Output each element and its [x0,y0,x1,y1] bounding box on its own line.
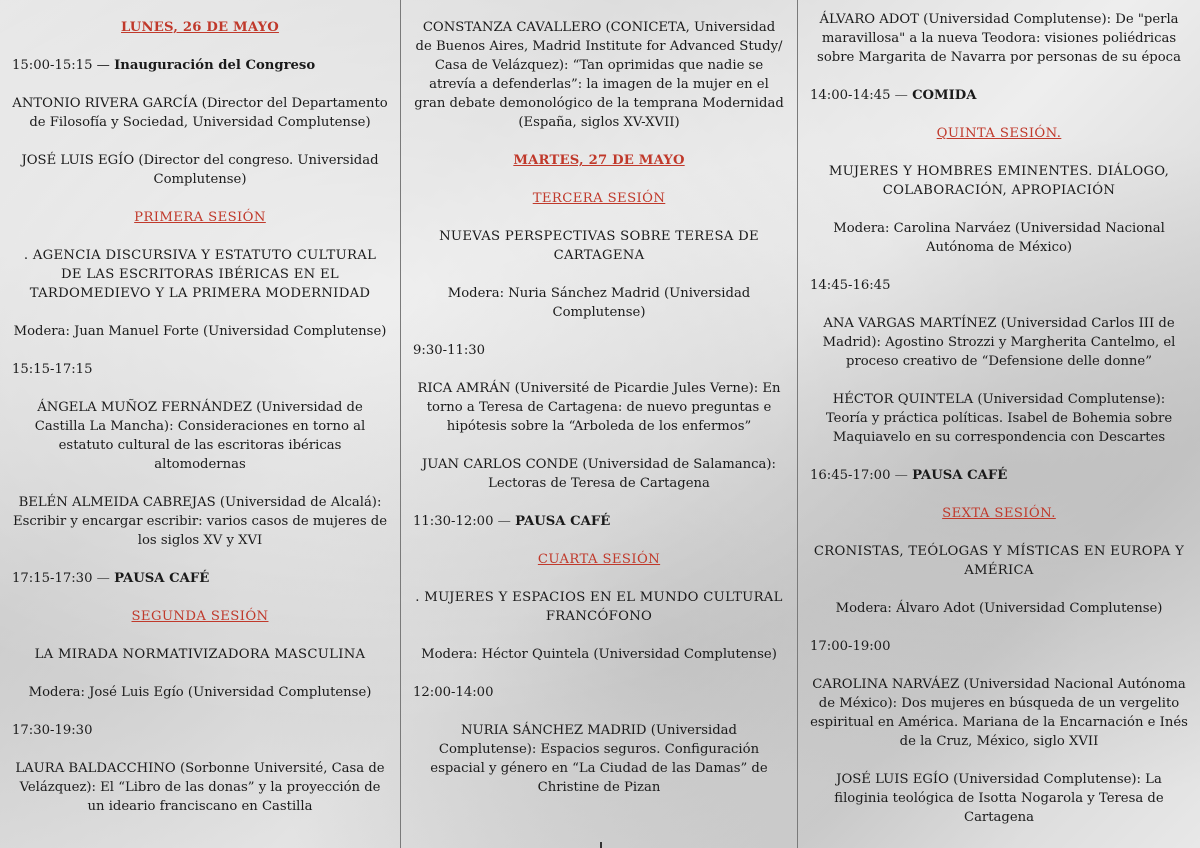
session-heading-5: QUINTA SESIÓN. [936,126,1062,141]
speaker-name: RICA AMRÁN [417,381,511,396]
talk-entry [12,398,388,474]
session-title: NUEVAS PERSPECTIVAS SOBRE TERESA DE CARTAGENA [439,229,759,263]
speaker-name: JUAN CARLOS CONDE [421,457,579,472]
talk-entry [810,770,1188,827]
break-label: PAUSA CAFÉ [912,468,1008,483]
time-slot: 17:15-17:30 [12,571,93,586]
day-heading-monday: LUNES, 26 DE MAYO [121,20,279,35]
talk-description: (Universidad Complutense): La filoginia teológica de Isotta Nogarola y Teresa de Cartagena [834,772,1164,825]
time-slot: 17:00-19:00 [810,639,891,654]
talk-entry [12,759,388,816]
session-heading-6: SEXTA SESIÓN. [942,506,1056,521]
coffee-break-slot [810,466,1188,485]
session-title: . MUJERES Y ESPACIOS EN EL MUNDO CULTURAL FRANCÓFONO [415,590,783,624]
break-label: COMIDA [912,88,977,103]
moderator-line: Modera: Nuria Sánchez Madrid (Universidad Complutense) [447,286,751,320]
speaker-name: CONSTANZA CAVALLERO [422,20,602,35]
coffee-break-slot [12,569,388,588]
program-column-2 [400,0,798,848]
talk-description: (Universidad Complutense): Teoría y práctica políticas. Isabel de Bohemia sobre Maquiavelo en su correspondencia con Descartes [825,392,1173,445]
speaker-entry [12,94,388,132]
talk-entry [413,379,785,436]
dash-separator: — [96,58,110,73]
continuation-mark [600,842,602,848]
talk-description: (Universidad Nacional Autónoma de México): Dos mujeres en búsqueda de un vergelito espiritual en América. Mariana de la Encarnación e Inés de la Cruz, México, siglo XVII [810,677,1188,749]
program-column-3 [798,0,1200,848]
time-slot: 14:45-16:45 [810,278,891,293]
talk-entry [810,314,1188,371]
time-slot: 17:30-19:30 [12,723,93,738]
dash-separator: — [497,514,511,529]
talk-description: (Universidad de Alcalá): Escribir y encargar escribir: varios casos de mujeres de los siglos XV y XVI [12,495,388,548]
speaker-name: CAROLINA NARVÁEZ [812,677,960,692]
speaker-name: ÁNGELA MUÑOZ FERNÁNDEZ [37,400,252,415]
moderator-line: Modera: Héctor Quintela (Universidad Complutense) [421,647,777,662]
speaker-name: ANTONIO RIVERA GARCÍA [12,96,198,111]
speaker-name: ÁLVARO ADOT [819,12,919,27]
moderator-line: Modera: Álvaro Adot (Universidad Complutense) [835,601,1163,616]
speaker-name: JOSÉ LUIS EGÍO [21,153,135,168]
talk-description: (Universidad de Castilla La Mancha): Consideraciones en torno al estatuto cultural de las escritoras ibéricas altomodernas [34,400,366,472]
dash-separator: — [894,468,908,483]
break-label: PAUSA CAFÉ [515,514,611,529]
break-label: PAUSA CAFÉ [114,571,210,586]
speaker-name: LAURA BALDACCHINO [15,761,176,776]
session-title: MUJERES Y HOMBRES EMINENTES. DIÁLOGO, COLABORACIÓN, APROPIACIÓN [828,164,1170,198]
lunch-slot [810,86,1188,105]
moderator-line: Modera: José Luis Egío (Universidad Complutense) [28,685,372,700]
time-slot: 16:45-17:00 [810,468,891,483]
session-heading-4: CUARTA SESIÓN [537,552,661,567]
coffee-break-slot [413,512,785,531]
speaker-affiliation: (Director del congreso. Universidad Complutense) [138,153,379,187]
talk-entry [810,675,1188,751]
program-column-1 [0,0,400,848]
time-slot: 15:00-15:15 [12,58,93,73]
talk-description: (CONICETA, Universidad de Buenos Aires, Madrid Institute for Advanced Study/ Casa de Velázquez): “Tan oprimidas que nadie se atrevía a defenderlas”: la imagen de la mujer en el gran debate demonológico de la temprana Modernidad (España, siglos XV-XVII) [414,20,784,130]
dash-separator: — [894,88,908,103]
speaker-entry [12,151,388,189]
session-heading-2: SEGUNDA SESIÓN [131,609,269,624]
speaker-name: BELÉN ALMEIDA CABREJAS [18,495,216,510]
day-heading-tuesday: MARTES, 27 DE MAYO [513,153,685,168]
speaker-name: ANA VARGAS MARTÍNEZ [823,316,997,331]
session-title: LA MIRADA NORMATIVIZADORA MASCULINA [34,647,366,662]
inauguration-slot [12,56,388,75]
dash-separator: — [96,571,110,586]
talk-entry [413,721,785,797]
time-slot: 9:30-11:30 [413,343,486,358]
speaker-name: NURIA SÁNCHEZ MADRID [461,723,647,738]
talk-entry [810,10,1188,67]
time-slot: 15:15-17:15 [12,362,93,377]
moderator-line: Modera: Carolina Narváez (Universidad Nacional Autónoma de México) [833,221,1165,255]
session-title: CRONISTAS, TEÓLOGAS Y MÍSTICAS EN EUROPA Y AMÉRICA [813,544,1185,578]
talk-description: (Universidad Complutense): Espacios seguros. Configuración espacial y género en “La Ciudad de las Damas” de Christine de Pizan [430,723,768,795]
moderator-line: Modera: Juan Manuel Forte (Universidad Complutense) [13,324,387,339]
speaker-affiliation: (Director del Departamento de Filosofía y Sociedad, Universidad Complutense) [29,96,388,130]
time-slot: 11:30-12:00 [413,514,494,529]
session-heading-1: PRIMERA SESIÓN [134,210,266,225]
talk-description: (Universidad Complutense): De "perla maravillosa" a la nueva Teodora: visiones poliédricas sobre Margarita de Navarra por personas de su época [817,12,1181,65]
talk-entry [810,390,1188,447]
talk-description: (Universidad de Salamanca): Lectoras de Teresa de Cartagena [488,457,776,491]
talk-entry [413,18,785,132]
talk-description: (Université de Picardie Jules Verne): En torno a Teresa de Cartagena: de nuevo preguntas e hipótesis sobre la “Arboleda de los enfermos” [426,381,781,434]
talk-description: (Universidad Carlos III de Madrid): Agostino Strozzi y Margherita Cantelmo, el proceso creativo de “Defensione delle donne” [822,316,1176,369]
time-slot: 14:00-14:45 [810,88,891,103]
talk-description: (Sorbonne Université, Casa de Velázquez): El “Libro de las donas” y la proyección de un ideario franciscano en Castilla [19,761,385,814]
session-heading-3: TERCERA SESIÓN [532,191,666,206]
event-title: Inauguración del Congreso [114,58,316,73]
session-title: . AGENCIA DISCURSIVA Y ESTATUTO CULTURAL DE LAS ESCRITORAS IBÉRICAS EN EL TARDOMEDIEVO Y LA PRIMERA MODERNIDAD [23,248,377,301]
speaker-name: HÉCTOR QUINTELA [832,392,974,407]
talk-entry [413,455,785,493]
time-slot: 12:00-14:00 [413,685,494,700]
speaker-name: JOSÉ LUIS EGÍO [836,772,949,787]
talk-entry [12,493,388,550]
